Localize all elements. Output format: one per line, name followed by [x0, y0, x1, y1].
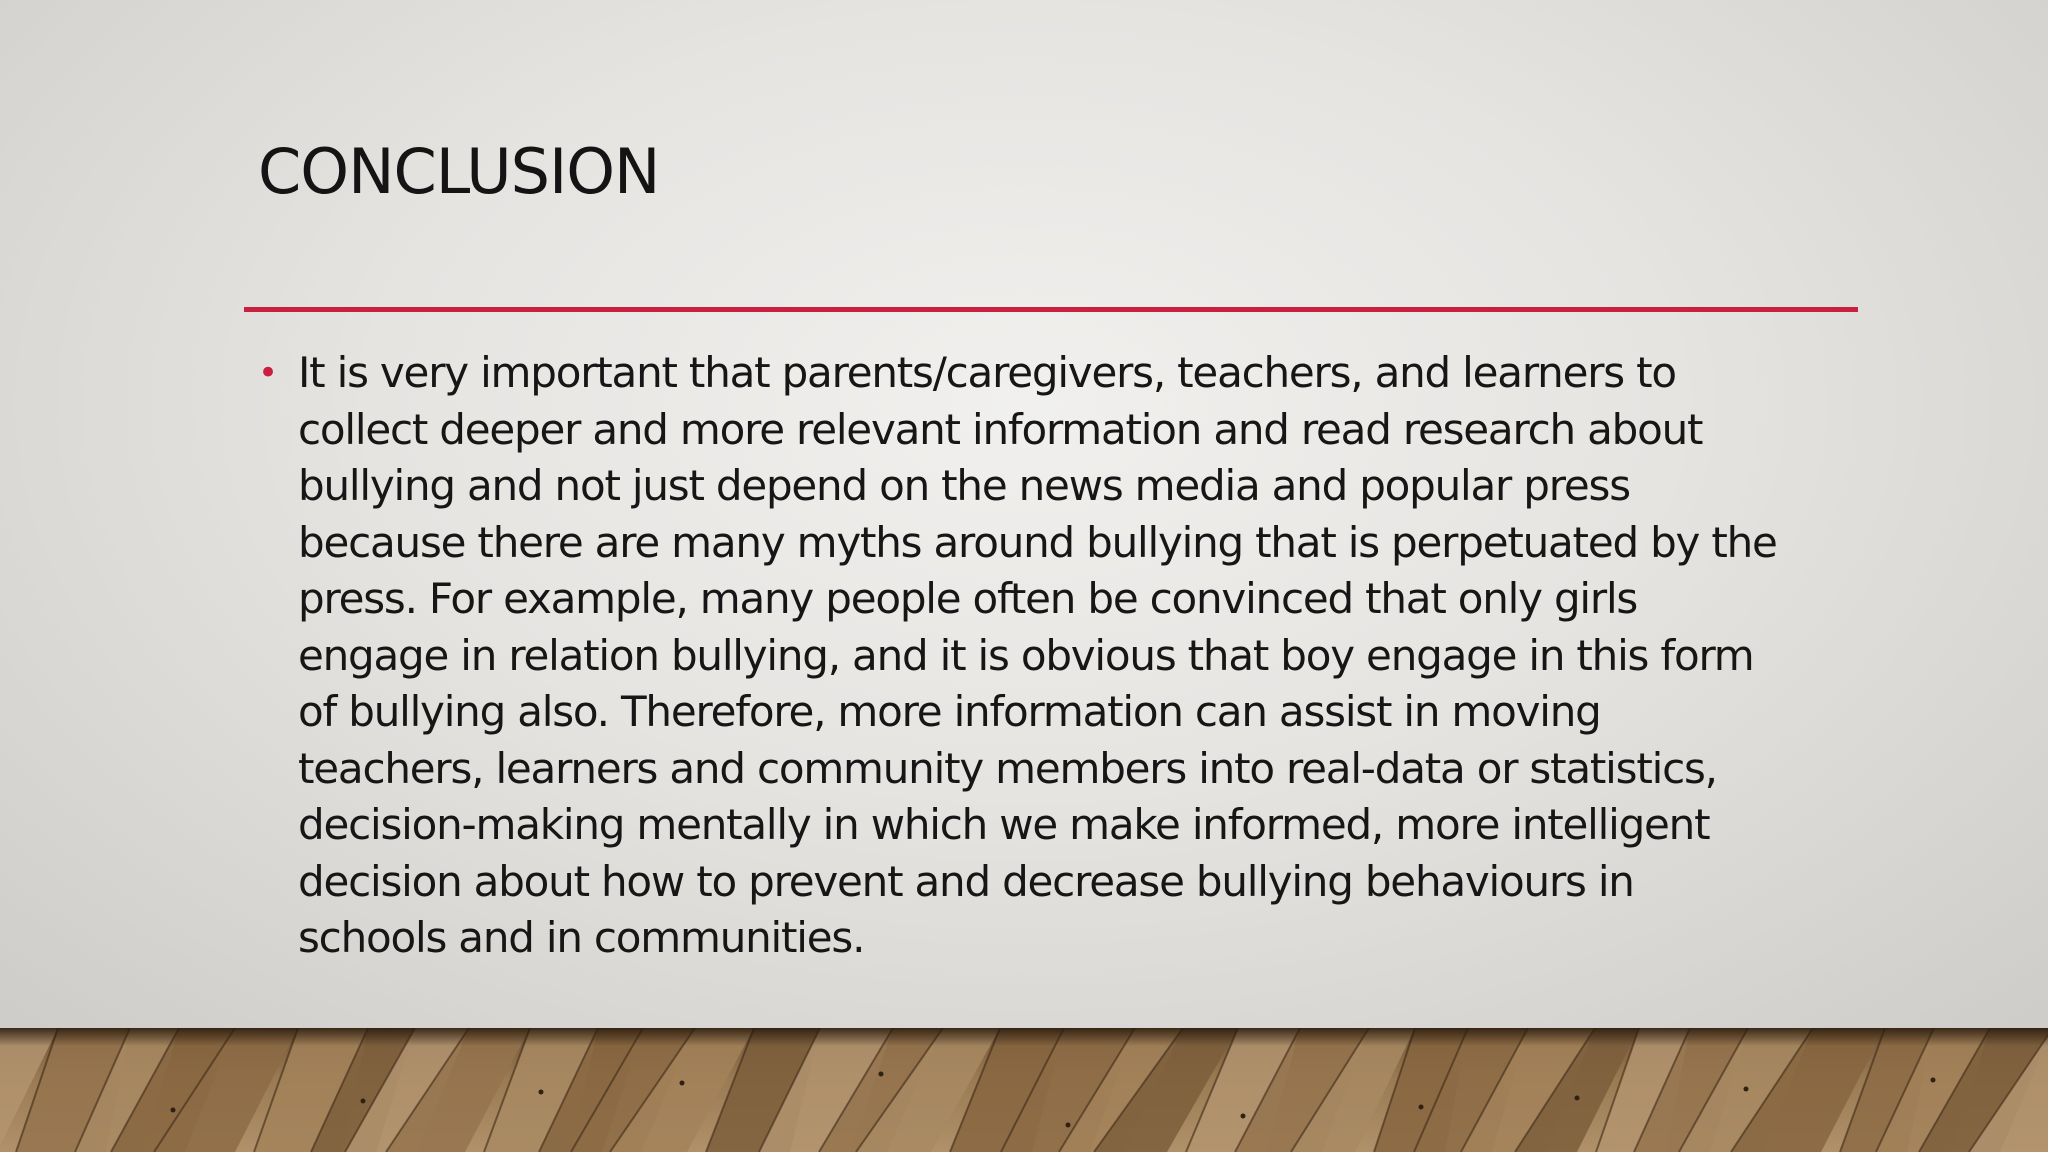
bullet-list	[258, 345, 1848, 967]
floor-shadow	[0, 1028, 2048, 1046]
bullet-line: engage in relation bullying, and it is obvious that boy engage in this form	[298, 630, 1754, 680]
bullet-line: It is very important that parents/caregivers, teachers, and learners to	[298, 348, 1676, 397]
bullet-line: press. For example, many people often be convinced that only girls	[298, 574, 1638, 623]
bullet-line: schools and in communities.	[298, 913, 865, 962]
wood-floor-background	[0, 1028, 2048, 1152]
bullet-item	[258, 345, 1848, 967]
bullet-line: teachers, learners and community members into real-data or statistics,	[298, 743, 1717, 793]
bullet-dot-icon: •	[258, 353, 277, 393]
bullet-line: decision-making mentally in which we make informed, more intelligent	[298, 800, 1710, 849]
bullet-line: collect deeper and more relevant information and read research about	[298, 404, 1703, 454]
bullet-line: bullying and not just depend on the news media and popular press	[298, 461, 1630, 510]
bullet-line: decision about how to prevent and decrease bullying behaviours in	[298, 856, 1634, 906]
bullet-line: because there are many myths around bullying that is perpetuated by the	[298, 517, 1777, 567]
slide-title: CONCLUSION	[258, 135, 660, 208]
wood-plank-pattern	[0, 1028, 2048, 1152]
bullet-line: of bullying also. Therefore, more information can assist in moving	[298, 687, 1601, 736]
title-divider	[244, 307, 1858, 312]
